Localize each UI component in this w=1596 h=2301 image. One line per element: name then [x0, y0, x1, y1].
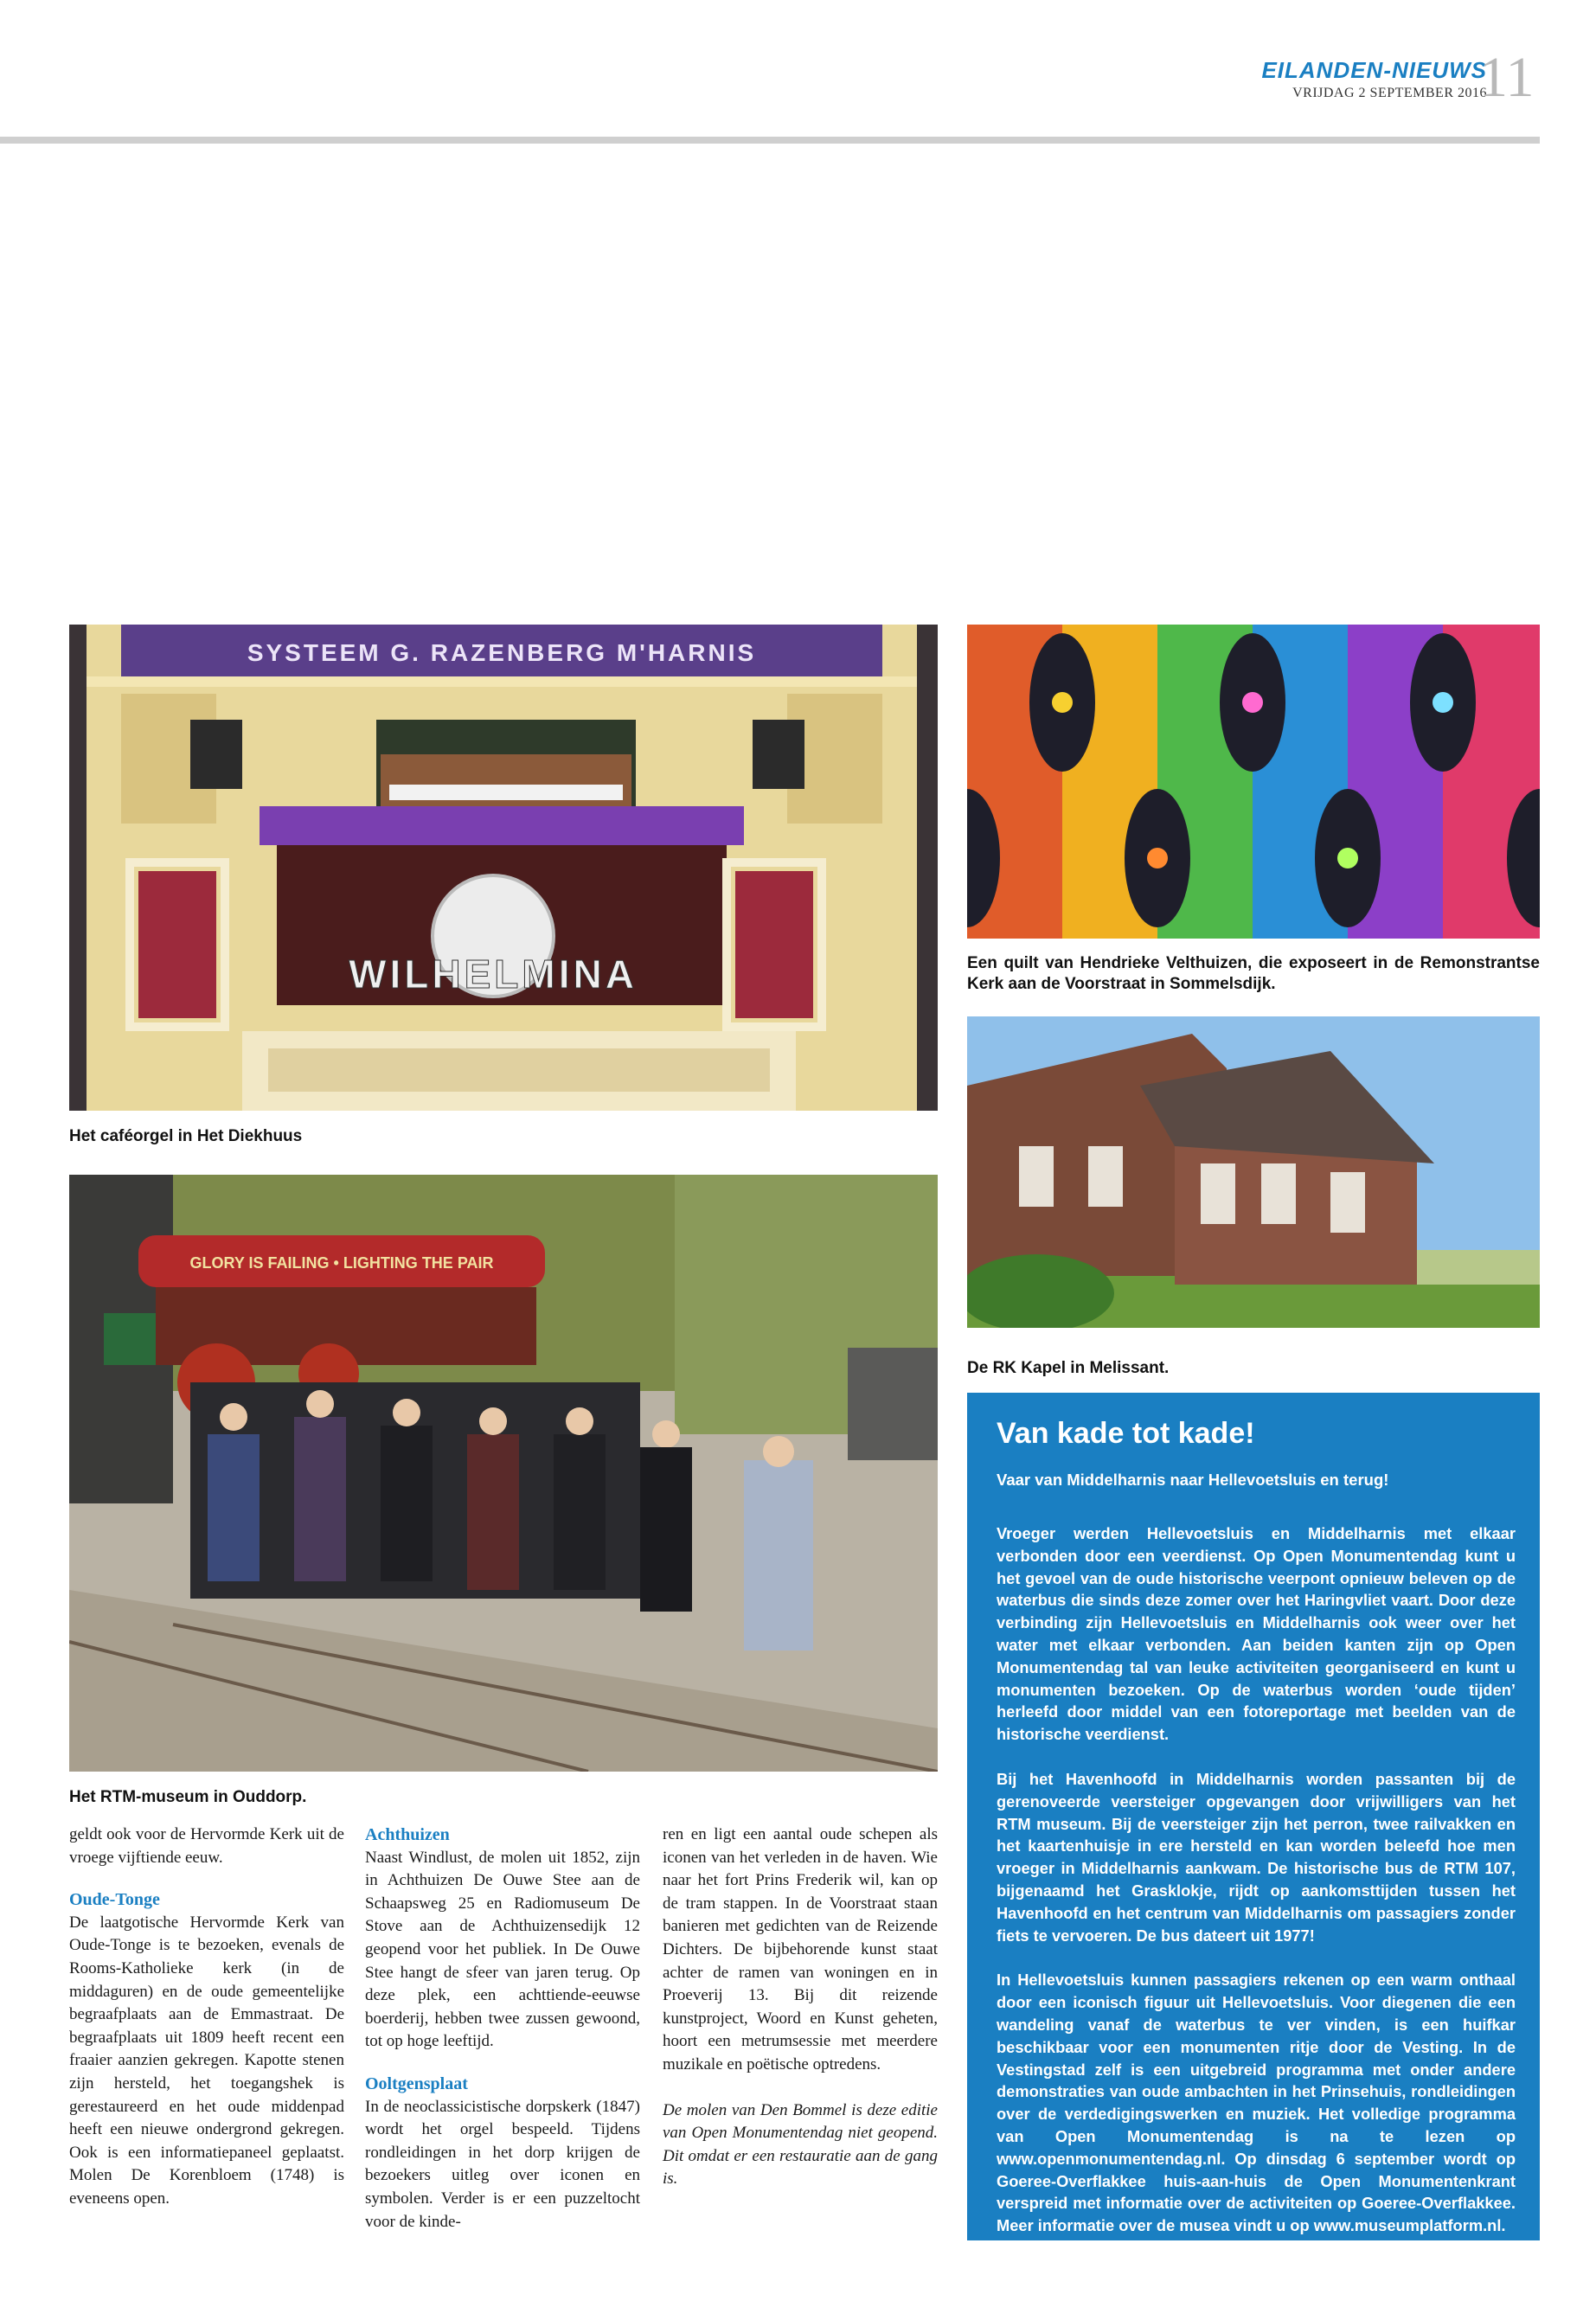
section-heading-achthuizen: Achthuizen: [365, 1825, 450, 1844]
article-column-3: [663, 1823, 938, 2191]
quilt-caption: Een quilt van Hendrieke Velthuizen, die exposeert in de Remonstrantse Kerk aan de Voorstraat in Sommelsdijk.: [967, 954, 1540, 993]
article-paragraph: geldt ook voor de Hervormde Kerk uit de vroege vijftiende eeuw.: [69, 1825, 344, 1867]
issue-date: VRIJDAG 2 SEPTEMBER 2016: [1292, 86, 1487, 100]
organ-drum-text: WILHELMINA: [349, 952, 638, 997]
chapel-caption: De RK Kapel in Melissant.: [967, 1359, 1170, 1377]
organ-sign-text: SYSTEEM G. RAZENBERG M'HARNIS: [247, 639, 757, 666]
infobox-paragraph: Bij het Havenhoofd in Middelharnis worden passanten bij de gerenoveerde veersteiger opgevangen door vrijwilligers van het RTM museum. Bij de veersteiger zijn het perron, twee railvakken en het kaartenhuisje in ere hersteld en kan worden beleefd hoe men vroeger in Middelharnis aankwam. De historische bus de RTM 107, bijgenaamd het Grasklokje, rijdt op aankomsttijden tussen het Havenhoofd en het centrum van Middelharnis om passagiers zonder fiets te vervoeren. De bus dateert uit 1977!: [997, 1769, 1516, 1945]
article-paragraph: Naast Windlust, de molen uit 1852, zijn in Achthuizen De Ouwe Stee aan de Schaapsweg 25 en Radiomuseum De Stove aan de Achthuizensedijk 12 geopend voor het publiek. In De Ouwe Stee hangt de sfeer van jaren terug. Op deze plek, een achttiende-eeuwse boerderij, hebben twee zussen gewoond, tot op hoge leeftijd.: [365, 1848, 640, 2051]
ferry-infobox: [967, 1393, 1540, 2240]
masthead: [1261, 57, 1487, 101]
museum-photo: [69, 1175, 938, 1772]
article-column-1: [69, 1823, 344, 2211]
newspaper-brand: EILANDEN-NIEUWS: [1261, 57, 1487, 83]
quilt-photo: [967, 625, 1540, 939]
chapel-photo: [967, 1016, 1540, 1328]
section-heading-ooltgensplaat: Ooltgensplaat: [365, 2073, 468, 2093]
infobox-title: Van kade tot kade!: [997, 1417, 1255, 1450]
infobox-paragraph: Vroeger werden Hellevoetsluis en Middelharnis met elkaar verbonden door een veerdienst. Op Open Monumentendag kunt u het gevoel van de oude historische veerpont opnieuw beleven op de waterbus die sinds deze zomer over het Haringvliet vaart. Door deze verbinding zijn Hellevoetsluis en Middelharnis ook weer over het water met elkaar verbonden. Aan beiden kanten zijn op Open Monumentendag tal van leuke activiteiten georganiseerd en kunt u monumenten bezoeken. Op de waterbus worden ‘oude tijden’ herleefd door middel van een fotoreportage met beelden van de historische veerdienst.: [997, 1524, 1516, 1744]
section-heading-oude-tonge: Oude-Tonge: [69, 1890, 160, 1910]
tram-banner-text: GLORY IS FAILING • LIGHTING THE PAIR: [189, 1254, 494, 1272]
infobox-paragraph: In Hellevoetsluis kunnen passagiers rekenen op een warm onthaal door een iconisch figuur uit Hellevoetsluis. Voor diegenen die een wandeling vanaf de waterbus te ver vinden, is een huifkar beschikbaar voor een monumenten ritje door de Vesting. In de Vestingstad zelf is een uitgebreid programma met onder andere demonstraties van oude ambachten in het Prinsehuis, rondleidingen over de verdedigingswerken en muziek. Het volledige programma van Open Monumentendag is na te lezen op www.openmonumentendag.nl. Op dinsdag 6 september wordt op Goeree-Overflakkee huis-aan-huis de Open Monumentenkrant verspreid met informatie over de activiteiten op Goeree-Overflakkee. Meer informatie over de musea vindt u op www.museumplatform.nl.: [997, 1971, 1516, 2235]
article-column-2: [365, 1823, 640, 2234]
page-number: 11: [1479, 46, 1535, 109]
infobox-body: [997, 1522, 1516, 2259]
organ-photo: [69, 625, 938, 1111]
article-paragraph: ren en ligt een aantal oude schepen als iconen van het verleden in de haven. Wie naar het fort Prins Frederik wil, kan op de tram stappen. In de Voorstraat staan banieren met gedichten van de Reizende Dichters. De bijbehorende kunst staat achter de ramen van woningen en in Proeverij 13. Bij dit reizende kunstproject, Woord en Kunst geheten, hoort een metrumsessie met meerdere muzikale en poëtische optredens.: [663, 1825, 938, 2073]
header-rule: [0, 137, 1540, 144]
infobox-lead: Vaar van Middelharnis naar Hellevoetsluis en terug!: [997, 1471, 1389, 1489]
article-paragraph: In de neoclassicistische dorpskerk (1847) wordt het orgel bespeeld. Tijdens rondleidingen in het dorp krijgen de bezoekers uitleg over iconen en symbolen. Verder is er een puzzeltocht voor de kinde-: [365, 2097, 640, 2231]
article-paragraph: De laatgotische Hervormde Kerk van Oude-Tonge is te bezoeken, evenals de Rooms-Katholieke kerk (in de middaguren) en de oude gemeentelijke begraafplaats aan de Emmastraat. De begraafplaats uit 1809 heeft recent een fraaier aanzien gekregen. Kapotte stenen zijn hersteld, het toegangshek is gerestaureerd en het oude middenpad heeft een nieuwe ondergrond gekregen. Ook is een informatiepaneel geplaatst. Molen De Korenbloem (1748) is eveneens open.: [69, 1913, 344, 2208]
article-note: De molen van Den Bommel is deze editie van Open Monumentendag niet geopend. Dit omdat er een restauratie aan de gang is.: [663, 2100, 938, 2189]
organ-caption: Het caféorgel in Het Diekhuus: [69, 1127, 303, 1145]
museum-caption: Het RTM-museum in Ouddorp.: [69, 1788, 307, 1806]
